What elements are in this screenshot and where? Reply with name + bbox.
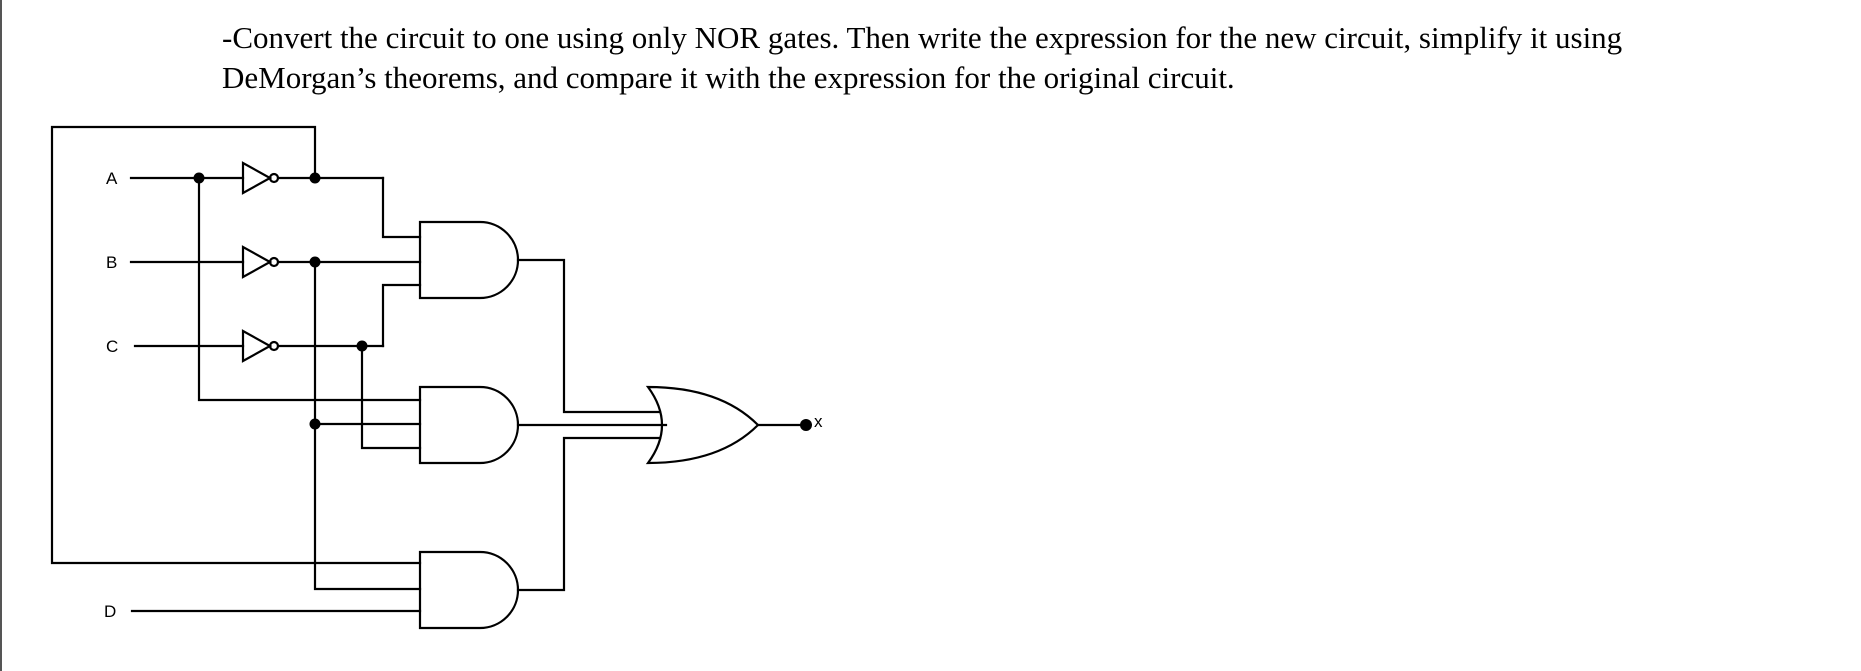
- question-line-2: DeMorgan’s theorems, and compare it with the expression for the original circuit.: [222, 60, 1235, 95]
- inverter-a: [243, 163, 278, 193]
- junction-dot: [310, 257, 321, 268]
- output-dot: [800, 419, 812, 431]
- and-gate-1: [420, 222, 518, 298]
- c-not-to-and2-wire: [362, 346, 420, 448]
- junction-dot: [310, 419, 321, 430]
- inverter-c: [243, 331, 278, 361]
- and-gate-3: [420, 552, 518, 628]
- and1-to-or-wire: [518, 260, 660, 412]
- input-label-b: B: [106, 253, 118, 272]
- junction-dot: [310, 173, 321, 184]
- a-not-to-and1-wire: [383, 178, 420, 237]
- b-not-bus-wire: [315, 262, 420, 589]
- input-wires: [131, 178, 420, 611]
- question-line-1: -Convert the circuit to one using only NOR gates. Then write the expression for the new circuit, simplify it using: [222, 20, 1623, 55]
- junction-dot: [194, 173, 205, 184]
- and3-to-or-wire: [518, 438, 660, 590]
- input-label-c: C: [106, 337, 119, 356]
- input-label-a: A: [106, 169, 118, 188]
- input-label-d: D: [104, 602, 117, 621]
- and-gate-2: [420, 387, 518, 463]
- inverter-b: [243, 247, 278, 277]
- junction-dot: [357, 341, 368, 352]
- a-bus-wire: [199, 178, 420, 400]
- c-not-to-and1-wire: [383, 285, 420, 346]
- junction-dots: [194, 173, 813, 432]
- output-label-x: x: [814, 412, 823, 431]
